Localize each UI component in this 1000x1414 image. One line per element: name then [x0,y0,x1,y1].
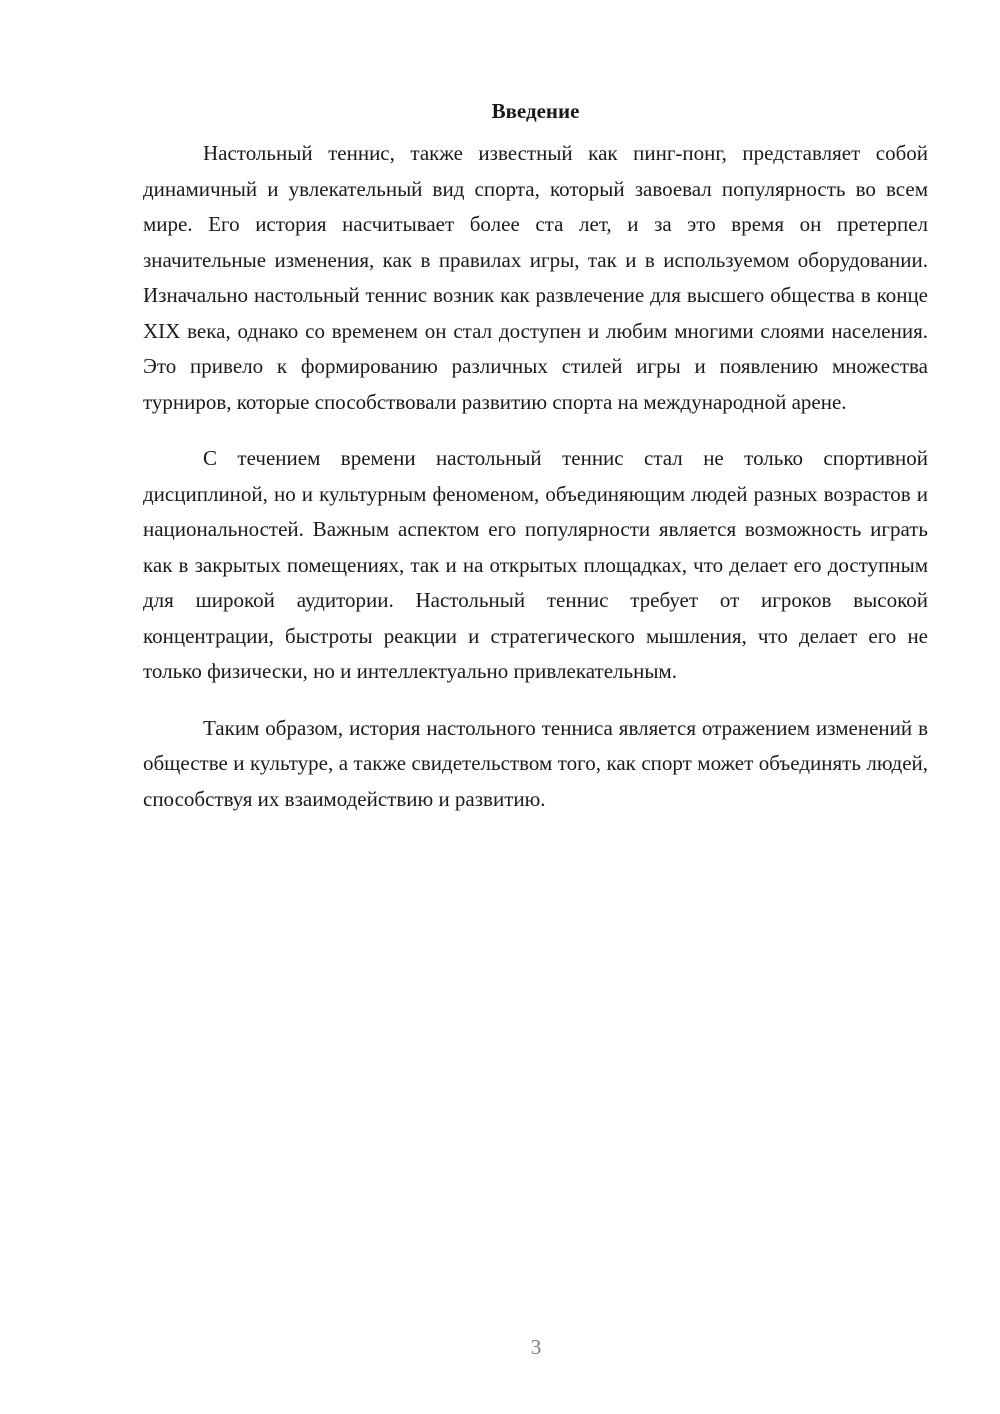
paragraph-1: Настольный теннис, также известный как пинг-понг, представляет собой динамичный и увлекательный вид спорта, который завоевал популярность во всем мире. Его история насчитывает более ста лет, и за это время он претерпел значительные изменения, как в правилах игры, так и в используемом оборудовании. Изначально настольный теннис возник как развлечение для высшего общества в конце XIX века, однако со временем он стал доступен и любим многими слоями населения. Это привело к формированию различных стилей игры и появлению множества турниров, которые способствовали развитию спорта на международной арене. [143,141,928,414]
paragraph-3: Таким образом, история настольного тенниса является отражением изменений в обществе и культуре, а также свидетельством того, как спорт может объединять людей, способствуя их взаимодействию и развитию. [143,715,928,811]
page-content [143,96,928,817]
section-title: Введение [491,99,580,123]
page-number: 3 [530,1335,542,1359]
paragraph-2: С течением времени настольный теннис стал не только спортивной дисциплиной, но и культурным феноменом, объединяющим людей разных возрастов и национальностей. Важным аспектом его популярности является возможность играть как в закрытых помещениях, так и на открытых площадках, что делает его доступным для широкой аудитории. Настольный теннис требует от игроков высокой концентрации, быстроты реакции и стратегического мышления, что делает его не только физически, но и интеллектуально привлекательным. [143,446,928,683]
